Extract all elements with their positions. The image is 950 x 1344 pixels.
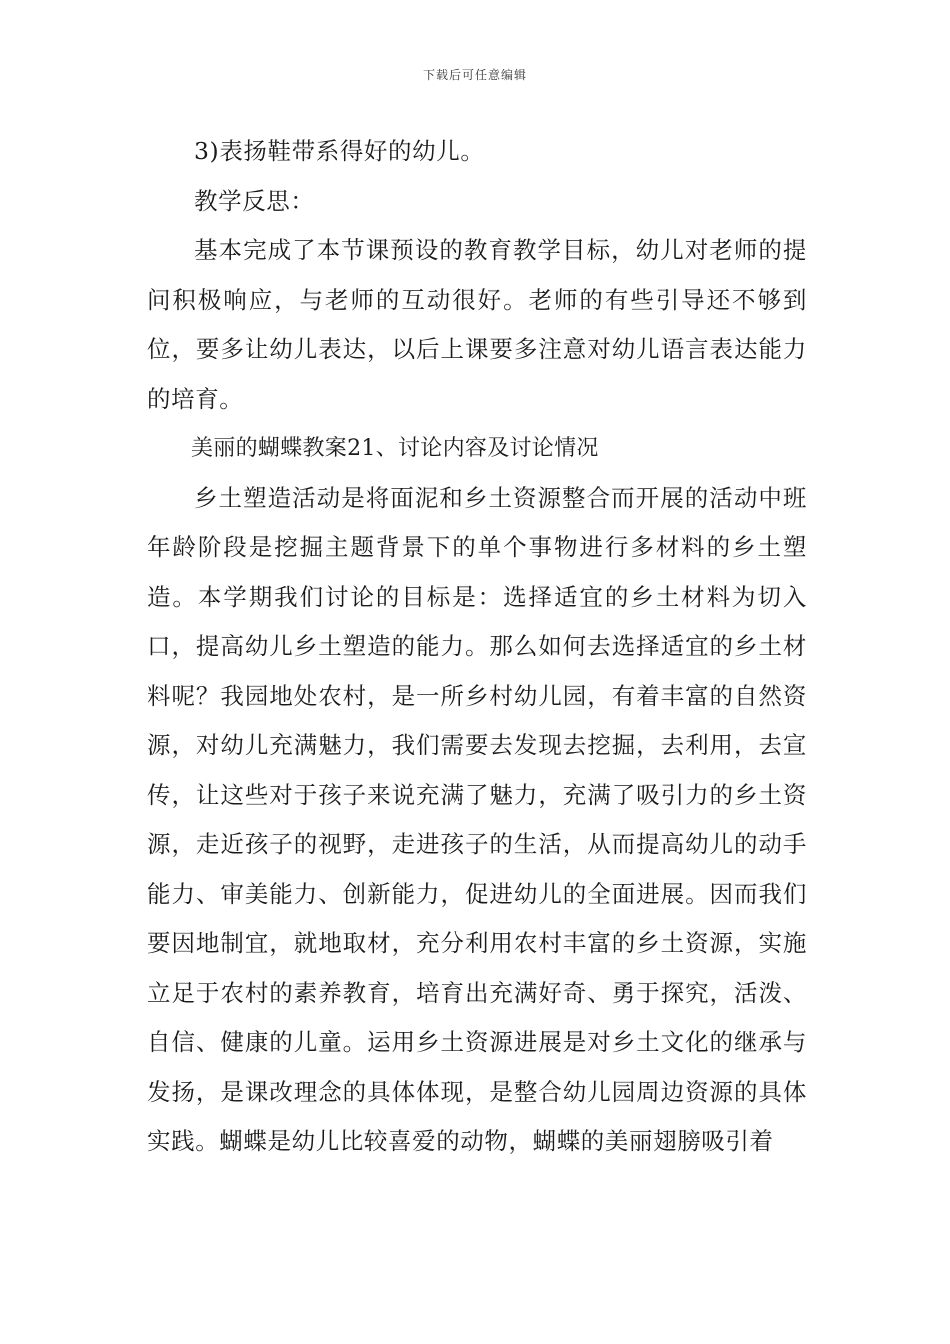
- paragraph-praise-shoelaces: 3)表扬鞋带系得好的幼儿。: [194, 137, 485, 165]
- document-body: [147, 127, 807, 1167]
- paragraph-discussion-body: 乡土塑造活动是将面泥和乡土资源整合而开展的活动中班年龄阶段是挖掘主题背景下的单个事物进行多材料的乡土塑造。本学期我们讨论的目标是：选择适宜的乡土材料为切入口，提高幼儿乡土塑造的能力。那么如何去选择适宜的乡土材料呢？我园地处农村，是一所乡村幼儿园，有着丰富的自然资源，对幼儿充满魅力，我们需要去发现去挖掘，去利用，去宣传，让这些对于孩子来说充满了魅力，充满了吸引力的乡土资源，走近孩子的视野，走进孩子的生活，从而提高幼儿的动手能力、审美能力、创新能力，促进幼儿的全面进展。因而我们要因地制宜，就地取材，充分利用农村丰富的乡土资源，实施立足于农村的素养教育，培育出充满好奇、勇于探究，活泼、自信、健康的儿童。运用乡土资源进展是对乡土文化的继承与发扬，是课改理念的具体体现，是整合幼儿园周边资源的具体实践。蝴蝶是幼儿比较喜爱的动物，蝴蝶的美丽翅膀吸引着: [147, 483, 807, 1155]
- paragraph-reflection-heading: 教学反思：: [194, 186, 315, 215]
- page-header-watermark: 下载后可任意编辑: [422, 68, 527, 82]
- paragraph-reflection-body: 基本完成了本节课预设的教育教学目标，幼儿对老师的提问积极响应，与老师的互动很好。老师的有些引导还不够到位，要多让幼儿表达，以后上课要多注意对幼儿语言表达能力的培育。: [147, 236, 807, 413]
- paragraph-section-title: 美丽的蝴蝶教案21、讨论内容及讨论情况: [191, 436, 599, 461]
